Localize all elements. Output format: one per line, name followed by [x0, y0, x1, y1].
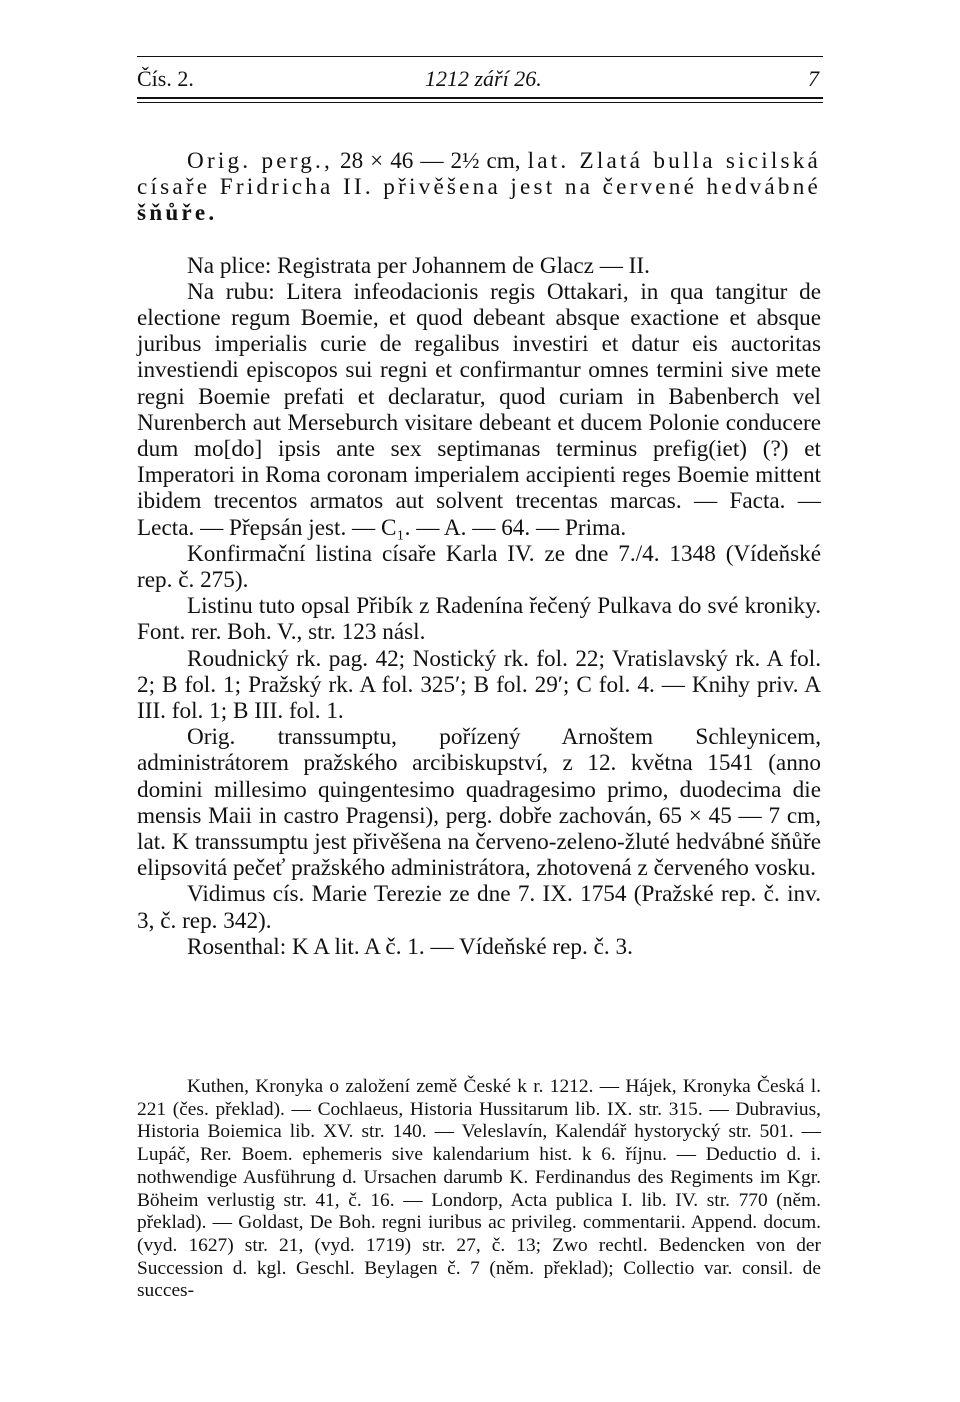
paragraph-rubu: Na rubu: Litera infeodacionis regis Ottakari, in qua tangitur de electione regum Boemie, et quod debeant absque exactione et absque juribus imperialis curie de regalibus investiri et datur eis auctoritas investiendi episcopos sui regni et confirmantur omnes termini sive mete regni Boemie prefati et declaratur, quod curiam in Babenberch vel Nurenberch aut Merseburch visitare debeant et ducem Polonie conducere dum mo[do] ipsis ante sex septimanas terminus prefig(iet) (?) et Imperatori in Roma coronam imperialem accipienti reges Boemie mittent ibidem trecentos armatos aut solvent trecentas marcas. — Facta. — Lecta. — Přepsán jest. — C₁. — A. — 64. — Prima. — [137, 278, 821, 541]
header-rule-top — [137, 56, 823, 57]
notes-paragraph: Kuthen, Kronyka o založení země České k r. 1212. — Hájek, Kronyka Česká l. 221 (čes. překlad). — Cochlaeus, Historia Hussitarum lib. IX. str. 315. — Dubravius, Historia Boiemica lib. XV. str. 140. — Veleslavín, Kalendář hystorycký str. 501. — Lupáč, Rer. Boem. ephemeris sive kalendarium hist. k 6. říjnu. — Deductio d. i. nothwendige Ausführung d. Ursachen darumb K. Ferdinandus des Regiments im Kgr. Böheim verlustig str. 41, č. 16. — Londorp, Acta publica I. lib. IV. str. 770 (něm. překlad). — Goldast, De Boh. regni iuribus ac privileg. commentarii. Append. docum. (vyd. 1627) str. 21, (vyd. 1719) str. 27, č. 13; Zwo rechtl. Bedencken von der Succession d. kgl. Geschl. Beylagen č. 7 (něm. překlad); Collectio var. consil. de succes- — [137, 1076, 821, 1302]
intro-snure: šňůře. — [137, 200, 218, 227]
header-doc-number: Čís. 2. — [137, 66, 194, 91]
header-rule-bottom — [137, 97, 823, 99]
header-page-number: 7 — [808, 66, 819, 91]
intro-paragraph — [137, 148, 821, 227]
header-date: 1212 září 26. — [425, 66, 542, 91]
paragraph-vidimus: Vidimus cís. Marie Terezie ze dne 7. IX. 1754 (Pražské rep. č. inv. 3, č. rep. 342). — [137, 881, 821, 934]
main-text — [137, 148, 821, 960]
running-header — [137, 64, 823, 98]
bibliography-notes — [137, 1076, 821, 1303]
header-rule-bottom-thin — [137, 102, 823, 103]
paragraph-plice: Na plice: Registrata per Johannem de Glacz — II. — [187, 252, 650, 279]
intro-lead: Orig. perg., — [187, 148, 334, 174]
intro-lat: lat. — [527, 148, 570, 174]
paragraph-konfirmacni: Konfirmační listina císaře Karla IV. ze dne 7./4. 1348 (Vídeňské rep. č. 275). — [137, 540, 821, 594]
paragraph-rukopisy: Roudnický rk. pag. 42; Nostický rk. fol. 22; Vratislavský rk. A fol. 2; B fol. 1; Pražský rk. A fol. 325′; B fol. 29′; C fol. 4. — Knihy priv. A III. fol. 1; B III. fol. 1. — [137, 645, 821, 725]
intro-dims: 28 × 46 — 2½ cm, — [333, 148, 528, 174]
paragraph-transsumpt: Orig. transsumptu, pořízený Arnoštem Schleynicem, administrátorem pražského arcibiskupství, z 12. května 1541 (anno domini millesimo quingentesimo quadragesimo primo, duodecima die mensis Maii in castro Pragensi), perg. dobře zachován, 65 × 45 — 7 cm, lat. K transsumptu jest přivěšena na červeno-zeleno-žluté hedvábné šňůře elipsovitá pečeť pražského administrátora, zhotovená z červeného vosku. — [137, 724, 821, 882]
paragraph-pulkava: Listinu tuto opsal Přibík z Radenína řečený Pulkava do své kroniky. Font. rer. Boh. V., str. 123 násl. — [137, 593, 821, 646]
intro-bulla: Zlatá bulla sicilská císaře Fridricha II. přivěšena jest na červené hedvábné — [137, 148, 822, 201]
paragraph-rosenthal: Rosenthal: K A lit. A č. 1. — Vídeňské rep. č. 3. — [187, 933, 633, 960]
